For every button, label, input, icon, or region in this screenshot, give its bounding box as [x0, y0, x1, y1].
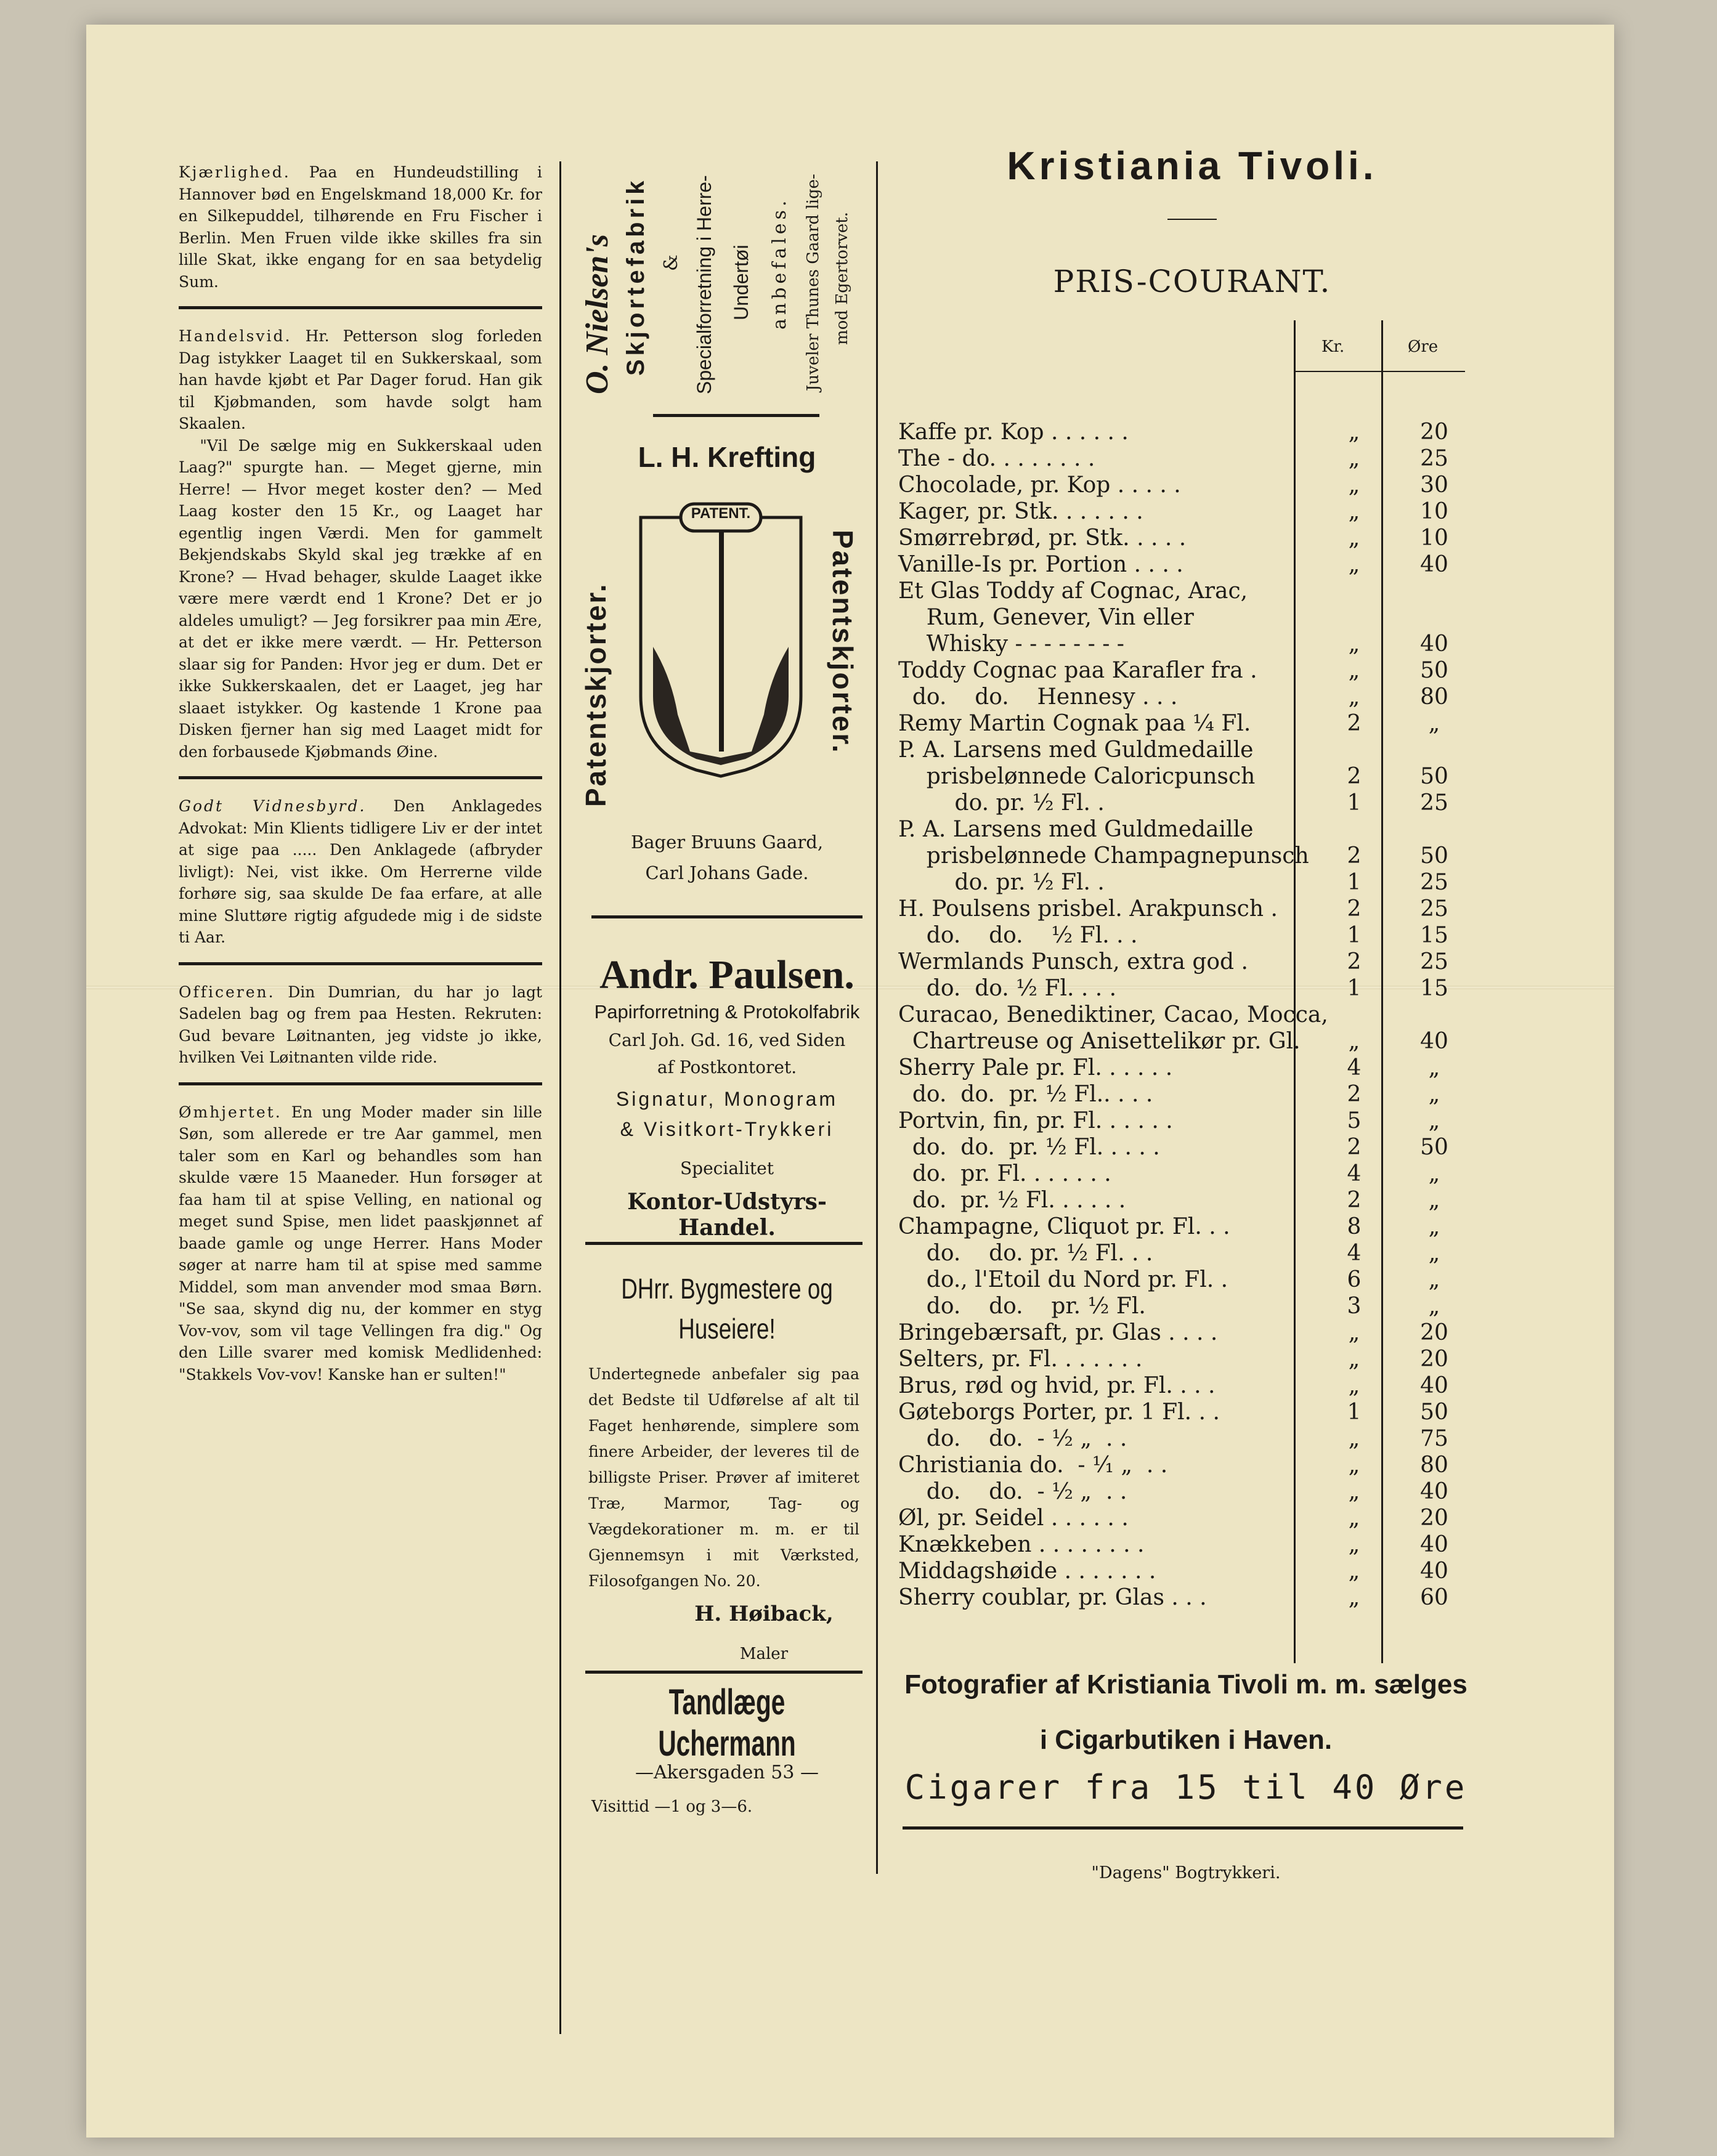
price-item-label: Curacao, Benediktiner, Cacao, Mocca,: [898, 1002, 1328, 1027]
price-kr: „: [1348, 1373, 1360, 1398]
paulsen-line5: & Visitkort-Trykkeri: [620, 1118, 834, 1140]
divider: [585, 1671, 863, 1674]
dentist-hours: Visittid —1 og 3—6.: [591, 1797, 753, 1816]
price-row: [898, 710, 1484, 737]
price-ore: „: [1428, 1214, 1440, 1239]
price-item-label: do. do. pr. ½ Fl. . .: [898, 1241, 1153, 1266]
price-item-label: P. A. Larsens med Guldmedaille: [898, 737, 1254, 763]
price-ore: 15: [1420, 976, 1448, 1001]
anecdote-lead: Handelsvid.: [179, 327, 292, 345]
price-kr: „: [1348, 525, 1360, 551]
paulsen-name: Andr. Paulsen.: [599, 952, 854, 997]
price-ore: 50: [1420, 658, 1448, 683]
price-item-label: H. Poulsens prisbel. Arakpunsch .: [898, 896, 1278, 922]
divider: [179, 306, 542, 309]
krefting-addr2: Carl Johans Gade.: [645, 862, 809, 883]
price-kr: 2: [1347, 1188, 1362, 1213]
price-row: [898, 525, 1484, 551]
price-row: [898, 922, 1484, 949]
hoiback-title1: DHrr. Bygmestere og: [621, 1273, 833, 1305]
price-row: [898, 1584, 1484, 1611]
col-ore-header: Øre: [1408, 338, 1439, 356]
price-row: [898, 949, 1484, 975]
price-kr: „: [1348, 1347, 1360, 1372]
price-item-label: Kager, pr. Stk. . . . . . .: [898, 499, 1143, 524]
price-item-label: Et Glas Toddy af Cognac, Arac,: [898, 578, 1248, 604]
hoiback-role: Maler: [739, 1645, 789, 1663]
price-item-label: Øl, pr. Seidel . . . . . .: [898, 1506, 1129, 1531]
divider: [585, 1242, 863, 1245]
price-item-label: P. A. Larsens med Guldmedaille: [898, 817, 1254, 842]
price-kr: „: [1348, 1506, 1360, 1531]
anecdote-item: [179, 981, 542, 1069]
price-item-label: Christiania do. - ¹⁄₁ „ . .: [898, 1453, 1168, 1478]
anecdote-item: [179, 161, 542, 293]
price-row: [898, 975, 1484, 1002]
krefting-side-right: Patentskjorter.: [827, 530, 859, 755]
price-kr: „: [1348, 552, 1360, 577]
price-item-label: do. do. - ½ „ . .: [898, 1426, 1127, 1451]
price-kr: 2: [1347, 843, 1362, 869]
anecdote-lead: Godt Vidnesbyrd.: [179, 797, 367, 815]
title-ornament: [1167, 219, 1217, 220]
price-ore: 40: [1420, 1479, 1448, 1504]
paulsen-line2: Carl Joh. Gd. 16, ved Siden: [608, 1030, 846, 1050]
price-item-label: Remy Martin Cognak paa ¼ Fl.: [898, 711, 1251, 736]
price-row: [898, 896, 1484, 922]
anecdote-text: Din Dumrian, du har jo lagt Sadelen bag og frem paa Hesten. Rekruten: Gud bevare Løitnanten, jeg vidste jo ikke, hvilken Vei Løitnanten vilde ride.: [179, 983, 542, 1066]
paulsen-line6: Specialitet: [680, 1158, 774, 1178]
price-ore: 10: [1420, 525, 1448, 551]
price-row: [898, 1372, 1484, 1399]
divider: [179, 962, 542, 965]
price-kr: „: [1348, 1320, 1360, 1345]
price-kr: 6: [1347, 1267, 1362, 1292]
col-kr-header: Kr.: [1321, 338, 1345, 356]
price-item-label: Champagne, Cliquot pr. Fl. . .: [898, 1214, 1230, 1239]
price-row: [898, 1240, 1484, 1266]
price-kr: „: [1348, 446, 1360, 471]
price-kr: 3: [1347, 1294, 1362, 1319]
price-item-label: Toddy Cognac paa Karafler fra .: [898, 658, 1257, 683]
price-item-label: Sherry Pale pr. Fl. . . . . .: [898, 1055, 1173, 1080]
column-rule: [559, 161, 561, 2034]
price-item-label: Kaffe pr. Kop . . . . . .: [898, 419, 1129, 445]
price-item-label: Chartreuse og Anisettelikør pr. Gl.: [898, 1029, 1301, 1054]
price-row: [898, 1187, 1484, 1214]
price-row: [898, 1505, 1484, 1531]
price-item-label: Sherry coublar, pr. Glas . . .: [898, 1585, 1207, 1610]
paulsen-line7: Kontor-Udstyrs-Handel.: [627, 1189, 827, 1241]
price-row: [898, 1214, 1484, 1240]
price-row: [898, 1346, 1484, 1372]
price-kr: „: [1348, 1558, 1360, 1584]
price-kr: 2: [1347, 1135, 1362, 1160]
price-kr: 2: [1347, 764, 1362, 789]
price-row: [898, 472, 1484, 498]
price-row: [898, 1002, 1484, 1028]
price-row: [898, 1399, 1484, 1425]
anecdote-text: Paa en Hundeudstilling i Hannover bød en Engelskmand 18,000 Kr. for en Silkepuddel, tilhørende en Fru Fischer i Berlin. Men Fruen vilde ikke skilles fra sin lille Skat, ikke engang for en saa betydelig Sum.: [179, 163, 543, 291]
price-row: [898, 445, 1484, 472]
price-ore: 15: [1420, 923, 1448, 948]
price-ore: „: [1428, 1161, 1440, 1186]
nielsen-amp: &: [660, 254, 682, 271]
price-item-label: Bringebærsaft, pr. Glas . . . .: [898, 1320, 1218, 1345]
divider: [653, 414, 819, 417]
price-row: [898, 1531, 1484, 1558]
price-row: [898, 1081, 1484, 1108]
price-item-label: do. pr. ½ Fl. . . . . .: [898, 1188, 1126, 1213]
price-ore: 25: [1420, 870, 1448, 895]
dentist-name: Tandlæge Uchermann: [658, 1682, 796, 1764]
price-row: [898, 1266, 1484, 1293]
hoiback-title2: Huseiere!: [678, 1313, 776, 1345]
hoiback-name: H. Høiback,: [694, 1602, 834, 1626]
price-row: [898, 1108, 1484, 1134]
price-kr: „: [1348, 684, 1360, 710]
shirt-illustration: [628, 493, 813, 788]
price-row: [898, 1319, 1484, 1346]
price-kr: „: [1348, 1479, 1360, 1504]
nielsen-line6: Juveler Thunes Gaard lige-: [804, 174, 822, 391]
price-row: [898, 1028, 1484, 1055]
krefting-side-left: Patentskjorter.: [580, 582, 612, 807]
printer-credit: "Dagens" Bogtrykkeri.: [1091, 1863, 1281, 1882]
price-row: [898, 790, 1484, 816]
price-ore: „: [1428, 711, 1440, 736]
cigar-notice: Cigarer fra 15 til 40 Øre: [904, 1768, 1467, 1807]
price-kr: „: [1348, 1029, 1360, 1054]
price-row: [898, 869, 1484, 896]
price-kr: „: [1348, 658, 1360, 683]
price-kr: 4: [1347, 1055, 1362, 1080]
dentist-addr: —Akersgaden 53 —: [635, 1762, 819, 1783]
price-item-label: Chocolade, pr. Kop . . . . .: [898, 472, 1181, 498]
anecdote-lead: Officeren.: [179, 983, 275, 1001]
price-row: [898, 604, 1484, 631]
price-ore: 40: [1420, 1029, 1448, 1054]
price-kr: 1: [1347, 923, 1362, 948]
price-ore: 20: [1420, 419, 1448, 445]
price-ore: 25: [1420, 896, 1448, 922]
price-item-label: do. do. pr. ½ Fl.. . . .: [898, 1082, 1153, 1107]
price-ore: 40: [1420, 631, 1448, 657]
price-kr: „: [1348, 1426, 1360, 1451]
price-kr: 2: [1347, 949, 1362, 975]
price-kr: 2: [1347, 1082, 1362, 1107]
price-kr: „: [1348, 499, 1360, 524]
price-kr: 1: [1347, 870, 1362, 895]
price-kr: 2: [1347, 711, 1362, 736]
krefting-addr1: Bager Bruuns Gaard,: [630, 832, 824, 853]
price-row: [898, 657, 1484, 684]
price-item-label: Selters, pr. Fl. . . . . . .: [898, 1347, 1143, 1372]
nielsen-line5: anbefales.: [769, 197, 790, 330]
price-kr: 8: [1347, 1214, 1362, 1239]
price-ore: 40: [1420, 1558, 1448, 1584]
price-row: [898, 843, 1484, 869]
price-row: [898, 1452, 1484, 1478]
price-row: [898, 1558, 1484, 1584]
price-item-label: Rum, Genever, Vin eller: [898, 605, 1194, 630]
paulsen-line4: Signatur, Monogram: [615, 1088, 838, 1110]
price-ore: „: [1428, 1188, 1440, 1213]
price-ore: 10: [1420, 499, 1448, 524]
price-row: [898, 1134, 1484, 1161]
anecdote-lead: Ømhjertet.: [179, 1103, 282, 1121]
price-row: [898, 1478, 1484, 1505]
price-item-label: prisbelønnede Champagnepunsch: [898, 843, 1309, 869]
price-row: [898, 684, 1484, 710]
price-kr: „: [1348, 472, 1360, 498]
price-kr: 1: [1347, 790, 1362, 816]
price-ore: 50: [1420, 764, 1448, 789]
anecdote-text: "Vil De sælge mig en Sukkerskaal uden Laag?" spurgte han. — Meget gjerne, min Herre! — Hvor meget koster den? — Med Laag koster den 15 Kr., og Laaget har egentlig ingen Værdi. Men for gammelt Bekjendskabs Skyld skal jeg trække af en Krone? — Hvad behager, skulde Laaget ikke være mere værdt end 1 Krone? Det er jo aldeles umuligt? — Jeg forsikrer paa min Ære, at det er ikke mere værdt. — Hr. Petterson slaar sig for Panden: Hvor jeg er dum. Det er ikke Sukkerskaalen, det er Laaget, jeg har slaaet istykker. Og kastende 1 Krone paa Disken fjerner han sig med Laaget midt for den forbausede Kjøbmands Øine.: [179, 436, 542, 761]
paulsen-line1: Papirforretning & Protokolfabrik: [594, 1001, 860, 1023]
price-ore: 50: [1420, 843, 1448, 869]
hoiback-body: Undertegnede anbefaler sig paa det Bedste til Udførelse af alt til Faget henhørende, simplere som finere Arbeider, der leveres til de billigste Priser. Prøver af imiteret Træ, Marmor, Tag- og Vægdekorationer m. m. er til Gjennemsyn i mit Værksted, Filosofgangen No. 20.: [588, 1365, 859, 1590]
price-item-label: Portvin, fin, pr. Fl. . . . . .: [898, 1108, 1173, 1133]
price-row: [898, 631, 1484, 657]
price-ore: 40: [1420, 552, 1448, 577]
price-ore: 75: [1420, 1426, 1448, 1451]
price-kr: 1: [1347, 976, 1362, 1001]
price-kr: „: [1348, 631, 1360, 657]
anecdote-item: [179, 1101, 542, 1386]
price-ore: 30: [1420, 472, 1448, 498]
price-row: [898, 1055, 1484, 1081]
price-item-label: Brus, rød og hvid, pr. Fl. . . .: [898, 1373, 1216, 1398]
price-ore: 20: [1420, 1320, 1448, 1345]
price-kr: 4: [1347, 1161, 1362, 1186]
pricelist-subtitle: PRIS-COURANT.: [1053, 264, 1331, 299]
price-item-label: do. do. ½ Fl. . . .: [898, 976, 1117, 1001]
divider: [179, 776, 542, 779]
price-item-label: do., l'Etoil du Nord pr. Fl. .: [898, 1267, 1228, 1292]
price-ore: 80: [1420, 684, 1448, 710]
price-row: [898, 737, 1484, 763]
price-ore: „: [1428, 1267, 1440, 1292]
price-row: [898, 498, 1484, 525]
price-item-label: The - do. . . . . . . .: [898, 446, 1095, 471]
price-item-label: do. do. - ½ „ . .: [898, 1479, 1127, 1504]
price-item-label: do. pr. ½ Fl. .: [898, 790, 1105, 816]
price-item-label: Gøteborgs Porter, pr. 1 Fl. . .: [898, 1400, 1220, 1425]
price-ore: 40: [1420, 1373, 1448, 1398]
krefting-name: L. H. Krefting: [638, 441, 816, 473]
price-ore: 25: [1420, 790, 1448, 816]
price-kr: „: [1348, 1532, 1360, 1557]
price-row: [898, 1425, 1484, 1452]
anecdote-item: [179, 795, 542, 949]
nielsen-firm: Skjortefabrik: [622, 177, 649, 376]
price-item-label: do. do. pr. ½ Fl. . . . .: [898, 1135, 1160, 1160]
price-ore: 50: [1420, 1400, 1448, 1425]
divider: [179, 1082, 542, 1085]
divider: [903, 1826, 1463, 1830]
anecdote-text: En ung Moder mader sin lille Søn, som allerede er tre Aar gammel, men taler som en Karl og behandles som han skulde være 15 Maaneder. Hun forsøger at faa ham til at spise Velling, en national og meget sund Spise, men lidet paaskjønnet af baade gamle og unge Herrer. Hans Moder søger at narre ham til at spise med samme Middel, som man anvender mod smaa Børn. "Se saa, skynd dig nu, der kommer en styg Vov-vov, som vil tage Vellingen fra dig." Og den Lille svarer med komisk Medlidenhed: "Stakkels Vov-vov! Kanske han er sulten!": [179, 1103, 542, 1384]
price-row: [898, 551, 1484, 578]
price-ore: 50: [1420, 1135, 1448, 1160]
price-item-label: do. pr. Fl. . . . . . .: [898, 1161, 1111, 1186]
price-item-label: prisbelønnede Caloricpunsch: [898, 764, 1256, 789]
price-kr: 4: [1347, 1241, 1362, 1266]
nielsen-name: O. Nielsen's: [580, 234, 615, 394]
nielsen-line4: Undertøi: [730, 245, 752, 320]
price-item-label: do. do. ½ Fl. . .: [898, 923, 1138, 948]
price-table: [898, 419, 1484, 1611]
price-item-label: do. do. pr. ½ Fl.: [898, 1294, 1146, 1319]
pricelist-title: Kristiania Tivoli.: [1007, 144, 1378, 188]
price-row: [898, 419, 1484, 445]
price-item-label: do. pr. ½ Fl. .: [898, 870, 1105, 895]
nielsen-line7: mod Egertorvet.: [833, 212, 851, 345]
price-kr: „: [1348, 1453, 1360, 1478]
divider: [591, 915, 863, 918]
price-row: [898, 816, 1484, 843]
price-ore: 25: [1420, 446, 1448, 471]
nielsen-line3: Specialforretning i Herre-: [693, 175, 715, 394]
anecdote-text: Den Anklagedes Advokat: Min Klients tidligere Liv er der intet at sige paa ..... Den Anklagede (afbryder livligt): Nei, vist ikke. Om Herrerne vilde forhøre sig, saa skulde De faa erfare, at alle mine Sluttøre rigtig afgudede mig i de sidste ti Aar.: [179, 797, 542, 946]
price-ore: 20: [1420, 1347, 1448, 1372]
price-row: [898, 1161, 1484, 1187]
price-row: [898, 763, 1484, 790]
price-kr: 2: [1347, 896, 1362, 922]
price-ore: „: [1428, 1082, 1440, 1107]
anecdote-item: [179, 435, 542, 763]
price-item-label: Smørrebrød, pr. Stk. . . . .: [898, 525, 1187, 551]
price-item-label: Whisky - - - - - - - -: [898, 631, 1124, 657]
price-ore: 80: [1420, 1453, 1448, 1478]
paulsen-line3: af Postkontoret.: [657, 1057, 797, 1077]
price-ore: „: [1428, 1241, 1440, 1266]
price-item-label: Vanille-Is pr. Portion . . . .: [898, 552, 1183, 577]
price-kr: „: [1348, 419, 1360, 445]
anecdote-column: [179, 161, 542, 1385]
anecdote-item: [179, 325, 542, 435]
price-item-label: Middagshøide . . . . . . .: [898, 1558, 1156, 1584]
price-row: [898, 1293, 1484, 1319]
price-ore: 60: [1420, 1585, 1448, 1610]
price-kr: 1: [1347, 1400, 1362, 1425]
patent-badge: PATENT.: [691, 505, 751, 522]
price-ore: „: [1428, 1294, 1440, 1319]
price-kr: „: [1348, 1585, 1360, 1610]
price-item-label: do. do. Hennesy . . .: [898, 684, 1178, 710]
anecdote-lead: Kjærlighed.: [179, 163, 291, 181]
price-ore: 20: [1420, 1506, 1448, 1531]
price-kr: 5: [1347, 1108, 1362, 1133]
table-header-rule: [1294, 371, 1465, 372]
price-ore: „: [1428, 1055, 1440, 1080]
anecdote-text: Hr. Petterson slog forleden Dag istykker Laaget til en Sukkerskaal, som han havde kjøbt et Par Dager forud. Han gik til Kjøbmanden, som havde solgt ham Skaalen.: [179, 327, 543, 432]
price-row: [898, 578, 1484, 604]
price-ore: „: [1428, 1108, 1440, 1133]
photo-notice: Fotografier af Kristiania Tivoli m. m. sælges i Cigarbutiken i Haven.: [904, 1669, 1467, 1755]
price-item-label: Wermlands Punsch, extra god .: [898, 949, 1248, 975]
price-ore: 40: [1420, 1532, 1448, 1557]
price-item-label: Knækkeben . . . . . . . .: [898, 1532, 1145, 1557]
price-ore: 25: [1420, 949, 1448, 975]
